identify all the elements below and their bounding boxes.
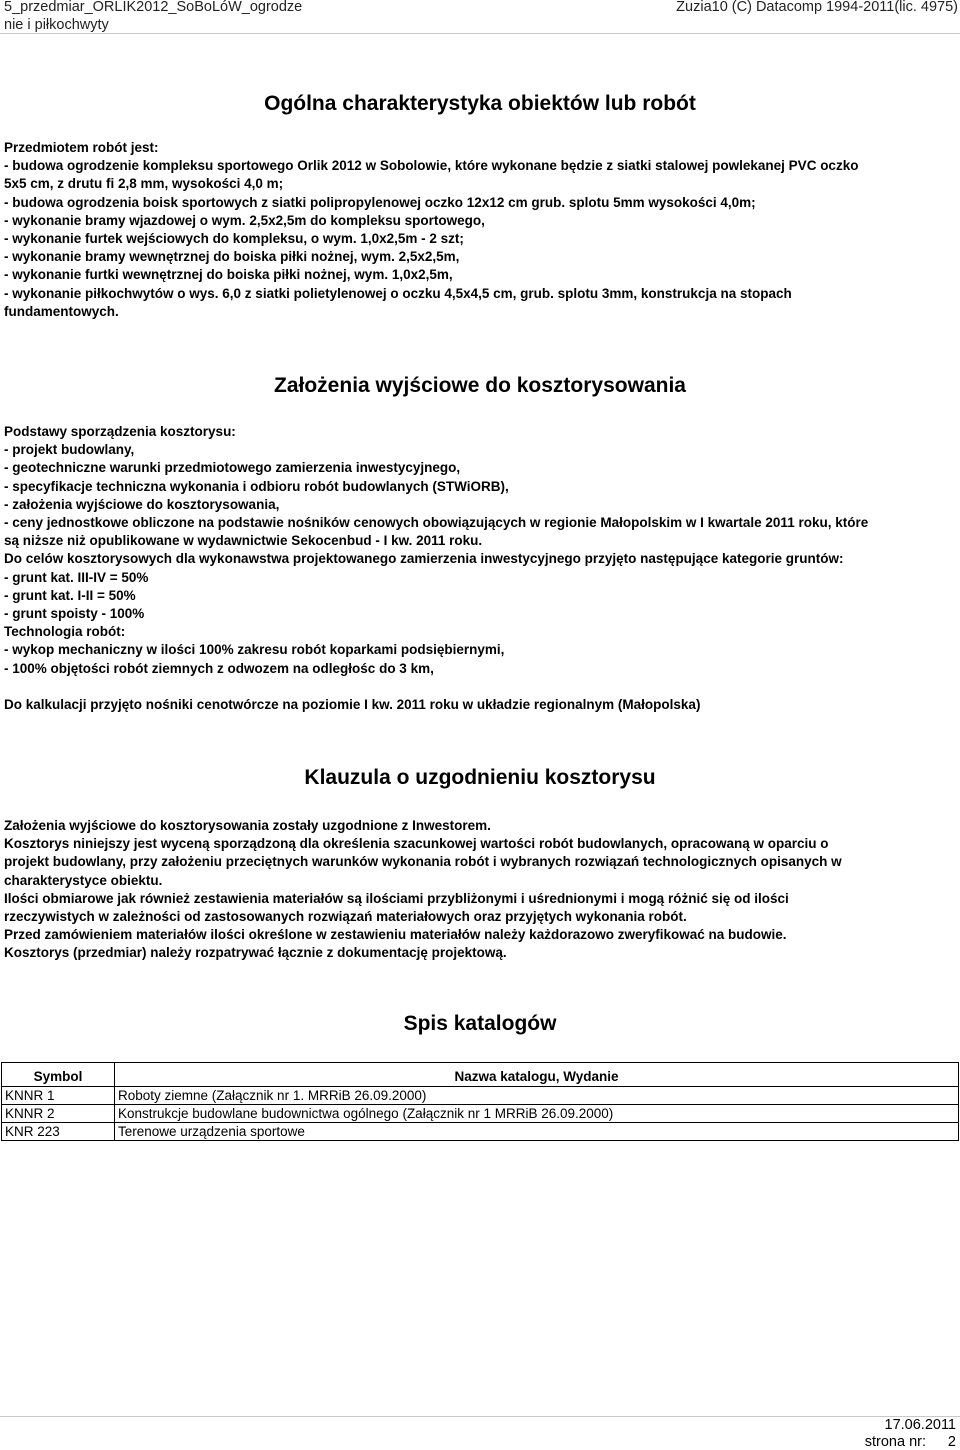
section-title-ogolna: Ogólna charakterystyka obiektów lub robót xyxy=(264,92,696,115)
column-header-name: Nazwa katalogu, Wydanie xyxy=(115,1063,959,1087)
catalog-symbol: KNNR 1 xyxy=(2,1087,115,1105)
section-title-spis: Spis katalogów xyxy=(403,1012,557,1035)
zalozenia-body xyxy=(4,423,958,678)
table-row xyxy=(2,1123,959,1141)
page-number-value: 2 xyxy=(947,1434,956,1450)
ogolna-line: - wykonanie furtki wewnętrznej do boiska piłki nożnej, wym. 1,0x2,5m, xyxy=(4,267,453,283)
catalog-table-header xyxy=(2,1063,959,1087)
zalozenia-line: są niższe niż opublikowane w wydawnictwie Sekocenbud - I kw. 2011 roku. xyxy=(4,533,483,549)
ogolna-line: - wykonanie bramy wjazdowej o wym. 2,5x2,5m do kompleksu sportowego, xyxy=(4,212,485,228)
catalog-table xyxy=(1,1062,959,1141)
klauzula-body xyxy=(4,817,958,963)
ogolna-line: - wykonanie bramy wewnętrznej do boiska piłki nożnej, wym. 2,5x2,5m, xyxy=(4,249,460,265)
zalozenia-line: Technologia robót: xyxy=(4,624,126,640)
klauzula-line: Kosztorys (przedmiar) należy rozpatrywać łącznie z dokumentację projektową. xyxy=(4,945,507,961)
catalog-name: Terenowe urządzenia sportowe xyxy=(115,1123,959,1141)
ogolna-line: fundamentowych. xyxy=(4,303,119,319)
document-name xyxy=(4,0,302,34)
catalog-name: Roboty ziemne (Załącznik nr 1. MRRiB 26.09.2000) xyxy=(115,1087,959,1105)
zalozenia-line: - 100% objętości robót ziemnych z odwozem na odległośc do 3 km, xyxy=(4,660,434,676)
software-label: Zuzia10 (C) Datacomp 1994-2011(lic. 4975) xyxy=(676,0,958,15)
zalozenia-line: Podstawy sporządzenia kosztorysu: xyxy=(4,424,236,439)
klauzula-line: Kosztorys niniejszy jest wyceną sporządzoną dla określenia szacunkowej wartości robót budowlanych, opracowaną w oparciu o xyxy=(4,836,829,852)
ogolna-line: - budowa ogrodzenia boisk sportowych z siatki polipropylenowej oczko 12x12 cm grub. splotu 5mm wysokości 4,0m; xyxy=(4,194,756,210)
klauzula-line: charakterystyce obiektu. xyxy=(4,872,163,888)
document-name-line-1: 5_przedmiar_ORLIK2012_SoBoLóW_ogrodze xyxy=(4,0,303,15)
zalozenia-line: - grunt kat. I-II = 50% xyxy=(4,587,136,603)
ogolna-line: - wykonanie piłkochwytów o wys. 6,0 z siatki polietylenowej o oczku 4,5x4,5 cm, grub. splotu 3mm, konstrukcja na stopach xyxy=(4,285,792,301)
zalozenia-line: - grunt spoisty - 100% xyxy=(4,606,145,622)
ogolna-line: - wykonanie furtek wejściowych do kompleksu, o wym. 1,0x2,5m - 2 szt; xyxy=(4,231,464,247)
section-title-zalozenia: Założenia wyjściowe do kosztorysowania xyxy=(274,374,686,397)
zalozenia-line: - wykop mechaniczny w ilości 100% zakresu robót koparkami podsiębiernymi, xyxy=(4,642,505,658)
zalozenia-line: - założenia wyjściowe do kosztorysowania, xyxy=(4,496,280,512)
ogolna-line: Przedmiotem robót jest: xyxy=(4,140,159,155)
zalozenia-line: - specyfikacje techniczna wykonania i odbioru robót budowlanych (STWiORB), xyxy=(4,478,509,494)
zalozenia-line: Do celów kosztorysowych dla wykonawstwa projektowanego zamierzenia inwestycyjnego przyjęto następujące kategorie gruntów: xyxy=(4,551,844,567)
page-number-label: strona nr: xyxy=(864,1434,926,1450)
klauzula-line: rzeczywistych w zależności od zastosowanych rozwiązań materiałowych oraz przyjętych wykonania robót. xyxy=(4,909,687,925)
zalozenia-note: Do kalkulacji przyjęto nośniki cenotwórcze na poziomie I kw. 2011 roku w układzie regionalnym (Małopolska) xyxy=(4,697,701,712)
ogolna-line: - budowa ogrodzenie kompleksu sportowego Orlik 2012 w Sobolowie, które wykonane będzie z siatki stalowej powlekanej PVC oczko xyxy=(4,158,859,174)
zalozenia-line: - ceny jednostkowe obliczone na podstawie nośników cenowych obowiązujących w regionie Małopolskim w I kwartale 2011 roku, które xyxy=(4,515,869,531)
table-row xyxy=(2,1105,959,1123)
catalog-symbol: KNR 223 xyxy=(2,1123,115,1141)
ogolna-body xyxy=(4,139,958,321)
footer-date: 17.06.2011 xyxy=(884,1417,956,1433)
table-row xyxy=(2,1087,959,1105)
page-number xyxy=(865,1434,956,1450)
klauzula-line: projekt budowlany, przy założeniu przeciętnych warunków wykonania robót i wybranych rozwiązań technologicznych opisanych w xyxy=(4,854,842,870)
klauzula-line: Ilości obmiarowe jak również zestawienia materiałów są ilościami przybliżonymi i uśrednionymi i mogą różnić się od ilości xyxy=(4,890,789,906)
catalog-symbol: KNNR 2 xyxy=(2,1105,115,1123)
catalog-name: Konstrukcje budowlane budownictwa ogólnego (Załącznik nr 1 MRRiB 26.09.2000) xyxy=(115,1105,959,1123)
zalozenia-line: - geotechniczne warunki przedmiotowego zamierzenia inwestycyjnego, xyxy=(4,460,461,476)
zalozenia-line: - projekt budowlany, xyxy=(4,442,135,458)
klauzula-line: Założenia wyjściowe do kosztorysowania zostały uzgodnione z Inwestorem. xyxy=(4,818,491,833)
footer-divider xyxy=(0,1416,960,1417)
ogolna-line: 5x5 cm, z drutu fi 2,8 mm, wysokości 4,0 m; xyxy=(4,176,284,192)
column-header-symbol: Symbol xyxy=(2,1063,115,1087)
document-name-line-2: nie i piłkochwyty xyxy=(4,17,109,33)
section-title-klauzula: Klauzula o uzgodnieniu kosztorysu xyxy=(304,766,656,789)
klauzula-line: Przed zamówieniem materiałów ilości określone w zestawieniu materiałów należy każdorazowo zweryfikować na budowie. xyxy=(4,927,787,943)
header-divider xyxy=(0,33,960,34)
zalozenia-line: - grunt kat. III-IV = 50% xyxy=(4,569,149,585)
